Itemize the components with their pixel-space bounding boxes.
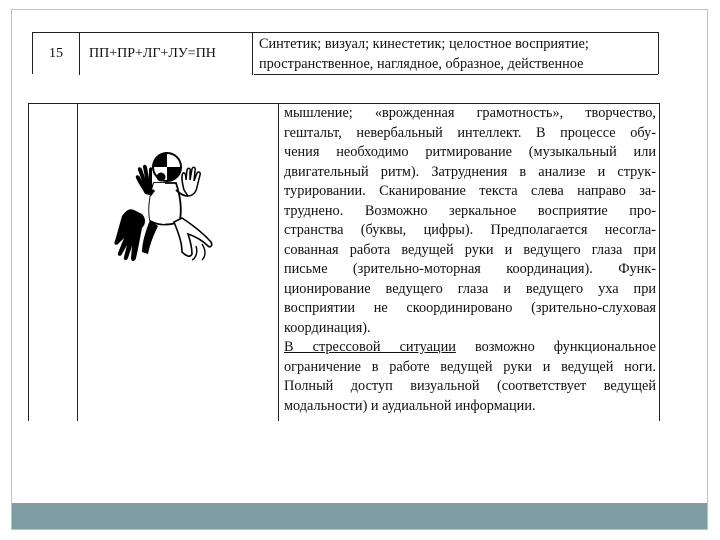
profile-formula: ПП+ПР+ЛГ+ЛУ=ПН [80, 33, 253, 75]
profile-row-header [32, 32, 659, 74]
desc-divider [254, 74, 658, 75]
right-foot-icon [174, 218, 212, 256]
lateral-profile-figure [112, 150, 222, 266]
desc-line: сованная работа ведущей руки и ведущего глаза при [284, 241, 656, 258]
right-hand-icon [182, 167, 200, 196]
desc-line: Полный доступ визуальной (соответствует ведущей [284, 378, 656, 394]
slide-footer-bar [12, 503, 707, 529]
desc-line: труднено. Возможно зеркальное восприятие про- [284, 202, 656, 219]
stress-heading: В стрессовой ситуации [284, 339, 456, 355]
desc-line: координация). [284, 319, 371, 336]
desc-line: гештальт, невербальный интеллект. В процессе обу- [284, 124, 656, 141]
left-foot-icon [114, 209, 145, 261]
empty-number-cell [29, 104, 78, 421]
profile-description-start [254, 33, 658, 75]
profile-description-continued [284, 104, 656, 416]
desc-line: турировании. Сканирование текста слева направо за- [284, 183, 656, 199]
stress-line [284, 338, 656, 358]
stress-text: возможно функциональное [455, 339, 656, 355]
left-hand-icon [136, 165, 153, 195]
desc-line: мышление; «врожденная грамотность», творчество, [284, 105, 656, 121]
desc-line: ционирование ведущего глаза и ведущего уха при [284, 280, 656, 297]
desc-line: Синтетик; визуал; кинестетик; целостное восприятие; [259, 36, 589, 52]
desc-line: письме (зрительно-моторная координация). Функ- [284, 261, 656, 277]
eye-dot [157, 173, 166, 182]
row-number: 15 [33, 33, 80, 75]
desc-line: странства (буквы, цифры). Предполагается несогла- [284, 222, 656, 238]
desc-line: модальности) и аудиальной информации. [284, 397, 536, 414]
desc-line: пространственное, наглядное, образное, действенное [259, 56, 584, 72]
desc-line: двигательный ритм). Затруднения в анализе и струк- [284, 163, 656, 180]
desc-line: ограничение в работе ведущей руки и ведущей ноги. [284, 358, 656, 375]
desc-line: восприятии не скоординировано (зрительно-слуховая [284, 300, 656, 316]
desc-line: чения необходимо ритмирование (музыкальный или [284, 144, 656, 160]
